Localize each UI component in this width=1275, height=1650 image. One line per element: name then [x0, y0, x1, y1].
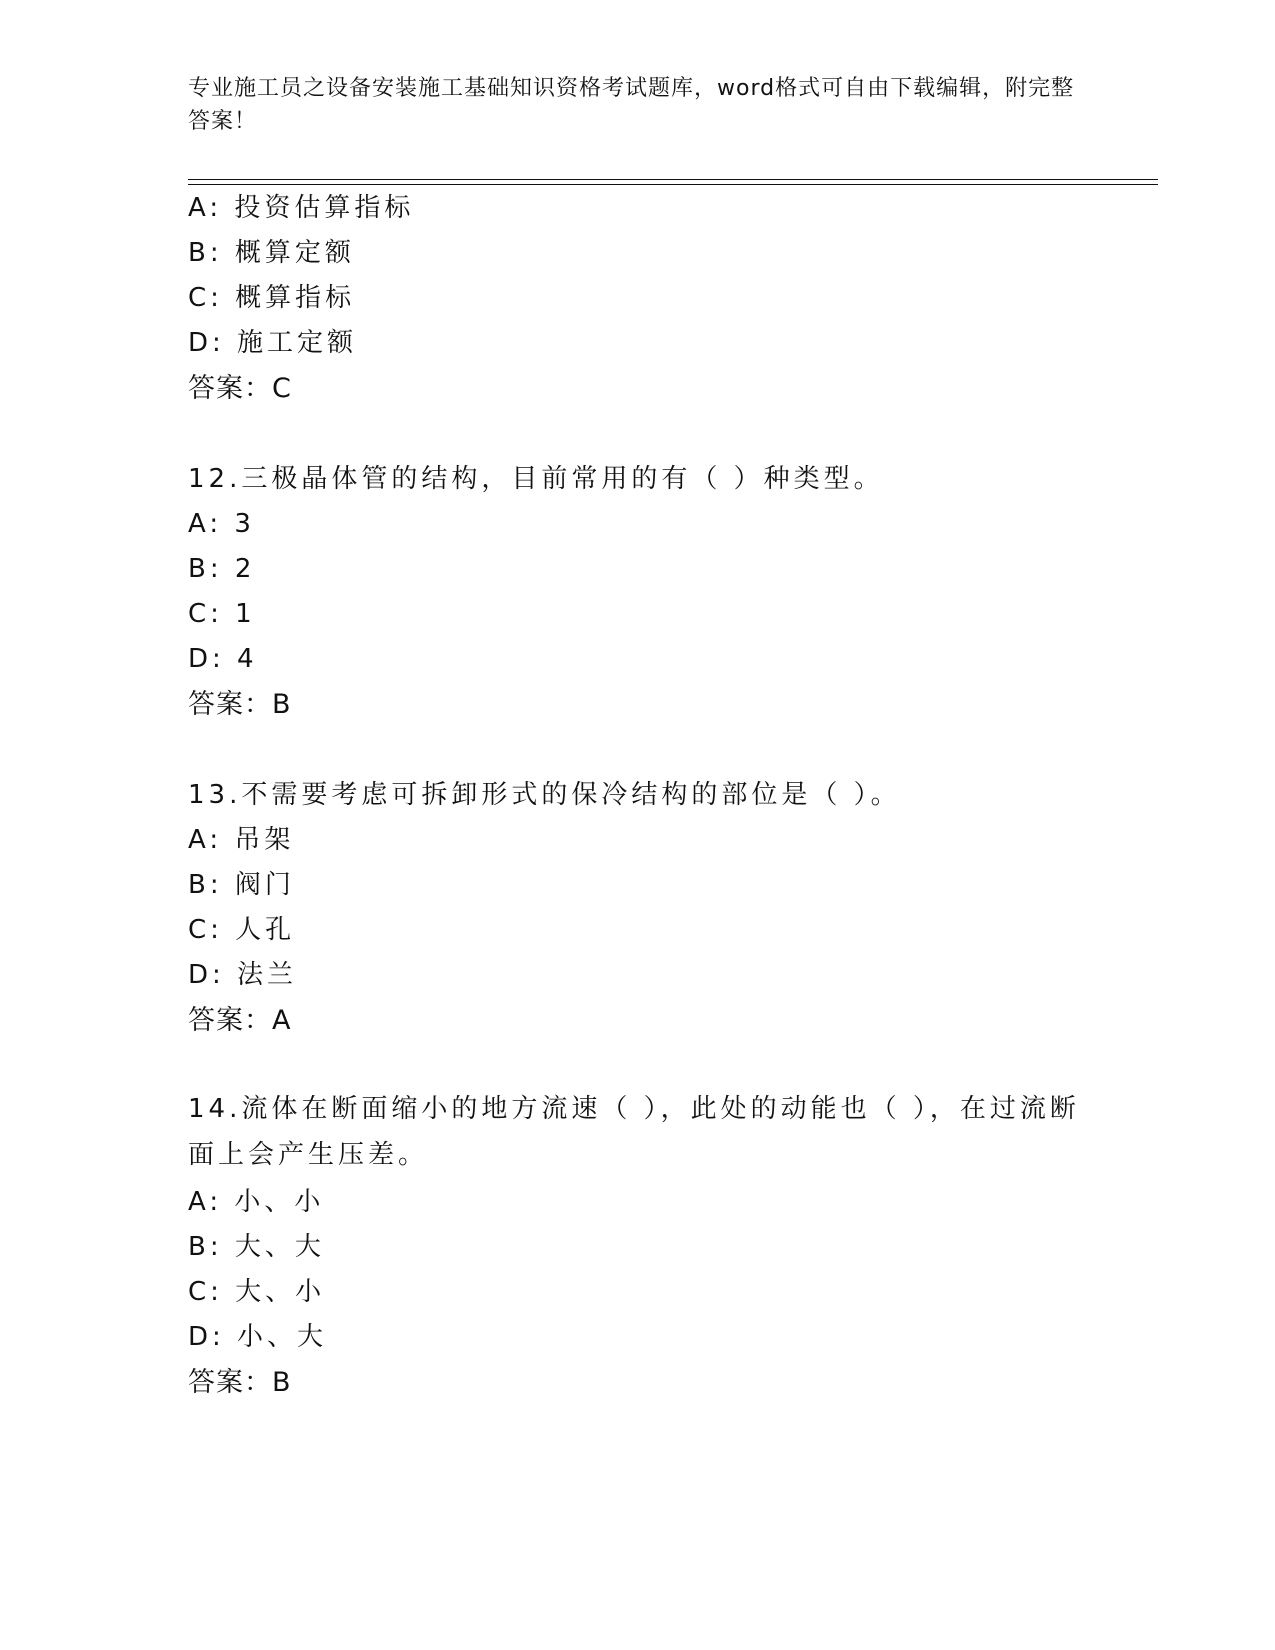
header-rule-top — [188, 179, 1158, 180]
option-a: A: 小、小 — [188, 1187, 325, 1217]
option-a: A: 3 — [188, 509, 255, 539]
option-c: C: 1 — [188, 599, 256, 629]
option-b: B: 大、大 — [188, 1232, 325, 1262]
option-a: A: 吊架 — [188, 825, 295, 855]
question-text: 12.三极晶体管的结构，目前常用的有（ ）种类型。 — [188, 464, 884, 494]
option-d: D: 小、大 — [188, 1322, 328, 1352]
option-a: A: 投资估算指标 — [188, 193, 415, 223]
answer: 答案：C — [188, 373, 292, 404]
answer: 答案：B — [188, 689, 292, 720]
question-text: 14.流体在断面缩小的地方流速（ ），此处的动能也（ ），在过流断面上会产生压差。 — [188, 1094, 1080, 1170]
option-b: B: 阀门 — [188, 870, 295, 900]
option-d: D: 施工定额 — [188, 328, 358, 358]
option-c: C: 概算指标 — [188, 283, 356, 313]
page-header: 专业施工员之设备安装施工基础知识资格考试题库，word格式可自由下载编辑，附完整答案！ — [188, 76, 1075, 134]
option-b: B: 2 — [188, 554, 256, 584]
option-d: D: 法兰 — [188, 960, 298, 990]
answer: 答案：B — [188, 1367, 292, 1398]
option-c: C: 人孔 — [188, 915, 296, 945]
answer: 答案：A — [188, 1005, 292, 1036]
question-text: 13.不需要考虑可拆卸形式的保冷结构的部位是（ ）。 — [188, 780, 901, 810]
option-c: C: 大、小 — [188, 1277, 326, 1307]
header-rule-bottom — [188, 184, 1158, 185]
option-b: B: 概算定额 — [188, 238, 355, 268]
option-d: D: 4 — [188, 644, 258, 674]
